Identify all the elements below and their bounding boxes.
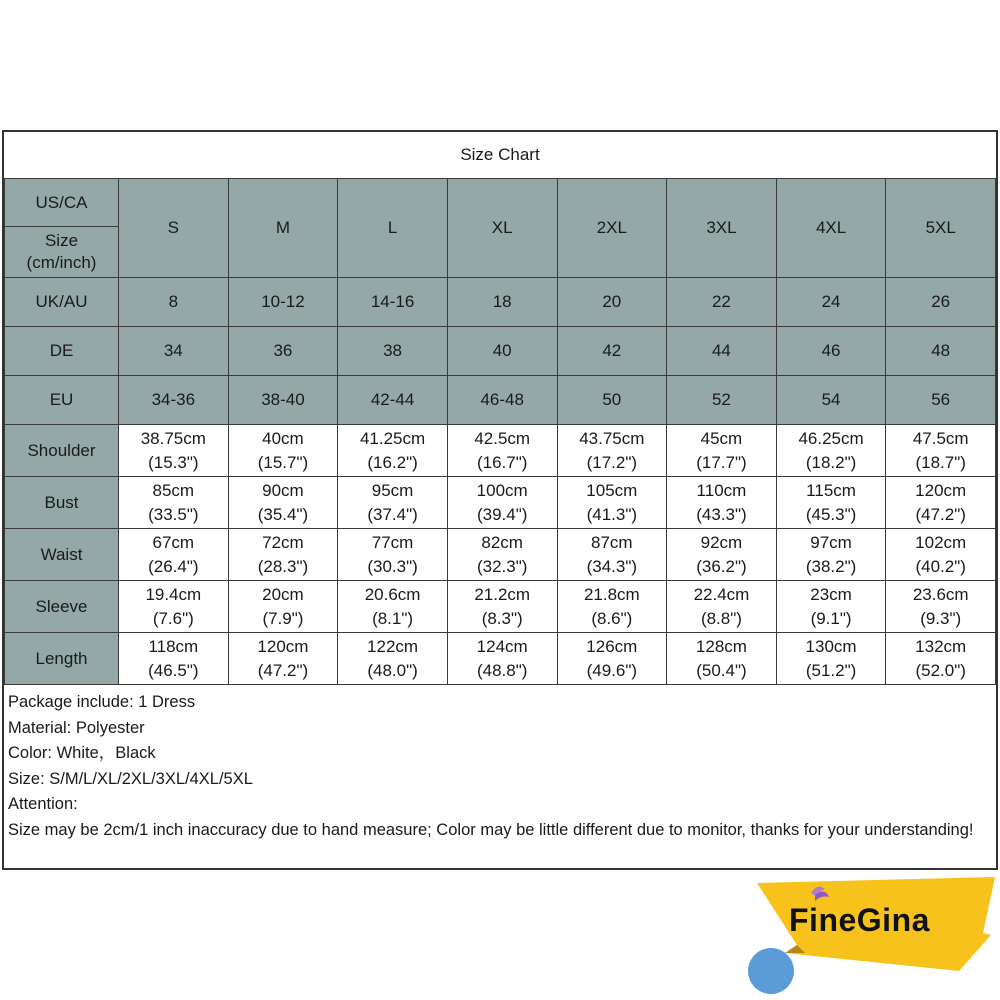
measurement-cell	[557, 633, 667, 685]
cm-value: 105cm	[586, 480, 638, 500]
cm-value: 67cm	[152, 532, 195, 552]
cm-value: 120cm	[915, 480, 967, 500]
inch-value: (52.0")	[915, 660, 966, 680]
row-label: Sleeve	[5, 581, 119, 633]
inch-value: (48.8")	[476, 660, 528, 680]
product-notes	[4, 686, 996, 843]
cm-value: 47.5cm	[912, 428, 969, 448]
conversion-cell: 22	[667, 278, 777, 327]
measurement-cell	[776, 425, 886, 477]
cm-value: 23cm	[810, 584, 852, 604]
cm-value: 40cm	[262, 428, 304, 448]
conversion-row	[5, 327, 996, 376]
inch-value: (35.4")	[257, 504, 309, 524]
cm-value: 122cm	[367, 636, 419, 656]
cm-value: 130cm	[805, 636, 857, 656]
brand-name: FineGina	[789, 902, 930, 938]
cm-value: 20.6cm	[364, 584, 421, 604]
inch-value: (8.6")	[591, 608, 633, 628]
inch-value: (15.7")	[257, 452, 309, 472]
inch-value: (41.3")	[586, 504, 638, 524]
inch-value: (47.2")	[915, 504, 966, 524]
inch-value: (30.3")	[367, 556, 418, 576]
size-header: 4XL	[776, 179, 886, 278]
inch-value: (26.4")	[148, 556, 199, 576]
measurement-cell	[228, 477, 338, 529]
inch-value: (50.4")	[696, 660, 747, 680]
cm-value: 87cm	[591, 532, 633, 552]
conversion-cell: 54	[776, 376, 886, 425]
row-label: UK/AU	[5, 278, 119, 327]
row-label: DE	[5, 327, 119, 376]
inch-value: (18.7")	[915, 452, 966, 472]
conversion-cell: 38-40	[228, 376, 338, 425]
measurement-cell	[228, 633, 338, 685]
inch-value: (16.2")	[367, 452, 418, 472]
measurement-cell	[119, 425, 229, 477]
conversion-cell: 42	[557, 327, 667, 376]
decorative-dot	[748, 948, 794, 994]
measurement-cell	[119, 633, 229, 685]
size-header: M	[228, 179, 338, 278]
inch-value: (9.3")	[920, 608, 962, 628]
cm-value: 45cm	[700, 428, 743, 448]
conversion-cell: 20	[557, 278, 667, 327]
inch-value: (9.1")	[810, 608, 852, 628]
measurement-cell	[667, 633, 777, 685]
inch-value: (40.2")	[915, 556, 966, 576]
size-note: Size: S/M/L/XL/2XL/3XL/4XL/5XL	[8, 769, 253, 788]
measurement-cell	[667, 529, 777, 581]
measurement-cell	[338, 633, 448, 685]
size-header: S	[119, 179, 229, 278]
inch-value: (49.6")	[586, 660, 638, 680]
inch-value: (17.7")	[696, 452, 747, 472]
row-label: Length	[5, 633, 119, 685]
conversion-cell: 44	[667, 327, 777, 376]
header-row	[5, 179, 996, 278]
cm-value: 41.25cm	[359, 428, 426, 448]
inch-value: (46.5")	[148, 660, 199, 680]
measurement-cell	[886, 477, 996, 529]
inch-value: (7.9")	[262, 608, 304, 628]
size-header: 3XL	[667, 179, 777, 278]
conversion-cell: 14-16	[338, 278, 448, 327]
conversion-cell: 26	[886, 278, 996, 327]
brand-logo	[745, 875, 1000, 1000]
measurement-cell	[447, 529, 557, 581]
measurement-row	[5, 477, 996, 529]
measurement-cell	[667, 581, 777, 633]
measurement-row	[5, 425, 996, 477]
conversion-row	[5, 278, 996, 327]
inch-value: (36.2")	[696, 556, 747, 576]
cm-value: 46.25cm	[798, 428, 864, 448]
conversion-cell: 56	[886, 376, 996, 425]
inch-value: (32.3")	[476, 556, 528, 576]
size-header: 5XL	[886, 179, 996, 278]
inch-value: (8.8")	[700, 608, 742, 628]
color-note: Color: White，Black	[8, 744, 156, 762]
measurement-cell	[338, 529, 448, 581]
inch-value: (17.2")	[586, 452, 638, 472]
measurement-cell	[776, 529, 886, 581]
row-label: Waist	[5, 529, 119, 581]
cm-value: 97cm	[810, 532, 852, 552]
cm-value: 100cm	[476, 480, 528, 500]
row-label: Bust	[5, 477, 119, 529]
inch-value: (28.3")	[257, 556, 309, 576]
conversion-cell: 40	[447, 327, 557, 376]
measurement-cell	[119, 477, 229, 529]
package-note: Package include: 1 Dress	[8, 693, 196, 711]
cm-value: 126cm	[586, 636, 638, 656]
inch-value: (34.3")	[586, 556, 638, 576]
conversion-cell: 34	[119, 327, 229, 376]
cm-value: 72cm	[262, 532, 304, 552]
measurement-cell	[338, 425, 448, 477]
measurement-cell	[119, 581, 229, 633]
conversion-cell: 24	[776, 278, 886, 327]
inch-value: (43.3")	[696, 504, 747, 524]
measurement-row	[5, 633, 996, 685]
measurement-cell	[886, 581, 996, 633]
cm-value: 43.75cm	[579, 428, 645, 448]
measurement-cell	[886, 633, 996, 685]
measurement-cell	[557, 425, 667, 477]
inch-value: (18.2")	[805, 452, 857, 472]
inch-value: (47.2")	[257, 660, 309, 680]
conversion-cell: 10-12	[228, 278, 338, 327]
conversion-row	[5, 376, 996, 425]
conversion-cell: 50	[557, 376, 667, 425]
attention-note: Attention:	[8, 795, 78, 813]
cm-value: 124cm	[476, 636, 528, 656]
cm-value: 42.5cm	[474, 428, 531, 448]
conversion-cell: 48	[886, 327, 996, 376]
cm-value: 115cm	[806, 480, 856, 500]
measurement-cell	[776, 477, 886, 529]
measurement-cell	[338, 581, 448, 633]
measurement-cell	[557, 581, 667, 633]
cm-value: 38.75cm	[140, 428, 206, 448]
measurement-cell	[776, 633, 886, 685]
inch-value: (33.5")	[148, 504, 199, 524]
cm-value: 110cm	[696, 480, 747, 500]
measurement-cell	[228, 529, 338, 581]
header-label-cell	[5, 179, 119, 278]
material-note: Material: Polyester	[8, 718, 145, 737]
measurement-cell	[776, 581, 886, 633]
measurement-cell	[447, 425, 557, 477]
measurement-cell	[447, 581, 557, 633]
conversion-cell: 52	[667, 376, 777, 425]
cm-value: 22.4cm	[693, 584, 750, 604]
cm-value: 77cm	[371, 532, 414, 552]
inch-value: (16.7")	[476, 452, 528, 472]
row-label: EU	[5, 376, 119, 425]
us-ca-label: US/CA	[5, 179, 118, 227]
conversion-cell: 46	[776, 327, 886, 376]
inch-value: (39.4")	[476, 504, 528, 524]
inch-value: (48.0")	[367, 660, 418, 680]
conversion-cell: 42-44	[338, 376, 448, 425]
cm-value: 21.8cm	[583, 584, 640, 604]
measurement-cell	[886, 529, 996, 581]
measurement-cell	[338, 477, 448, 529]
size-header: 2XL	[557, 179, 667, 278]
cm-value: 95cm	[371, 480, 414, 500]
conversion-cell: 18	[447, 278, 557, 327]
cm-value: 20cm	[262, 584, 304, 604]
inch-value: (51.2")	[805, 660, 857, 680]
size-table	[4, 178, 996, 685]
cm-value: 118cm	[148, 636, 199, 656]
conversion-cell: 8	[119, 278, 229, 327]
cm-value: 82cm	[481, 532, 523, 552]
conversion-cell: 34-36	[119, 376, 229, 425]
measurement-cell	[886, 425, 996, 477]
inch-value: (7.6")	[152, 608, 194, 628]
cm-value: 128cm	[695, 636, 747, 656]
cm-value: 90cm	[262, 480, 304, 500]
cm-value: 21.2cm	[474, 584, 531, 604]
measurement-cell	[228, 581, 338, 633]
cm-value: 85cm	[152, 480, 195, 500]
conversion-cell: 46-48	[447, 376, 557, 425]
measurement-cell	[447, 477, 557, 529]
row-label: Shoulder	[5, 425, 119, 477]
cm-value: 92cm	[700, 532, 743, 552]
inch-value: (15.3")	[148, 452, 199, 472]
measurement-row	[5, 581, 996, 633]
cm-value: 132cm	[915, 636, 967, 656]
measurement-cell	[119, 529, 229, 581]
size-header: XL	[447, 179, 557, 278]
measurement-cell	[228, 425, 338, 477]
inch-value: (8.1")	[372, 608, 414, 628]
size-unit-label	[5, 227, 118, 277]
cm-value: 102cm	[915, 532, 967, 552]
measurement-cell	[447, 633, 557, 685]
inch-value: (37.4")	[367, 504, 418, 524]
inch-value: (8.3")	[481, 608, 523, 628]
measurement-cell	[667, 477, 777, 529]
measurement-cell	[667, 425, 777, 477]
measurement-row	[5, 529, 996, 581]
cm-value: 120cm	[257, 636, 309, 656]
disclaimer-note: Size may be 2cm/1 inch inaccuracy due to hand measure; Color may be little different due to monitor, thanks for your understanding!	[8, 820, 974, 839]
cm-value: 23.6cm	[912, 584, 969, 604]
size-chart	[2, 130, 998, 870]
conversion-cell: 38	[338, 327, 448, 376]
measurement-cell	[557, 529, 667, 581]
inch-value: (38.2")	[805, 556, 857, 576]
measurement-cell	[557, 477, 667, 529]
conversion-cell: 36	[228, 327, 338, 376]
cm-value: 19.4cm	[145, 584, 202, 604]
size-header: L	[338, 179, 448, 278]
size-label-line1: Size	[44, 231, 79, 250]
chart-title: Size Chart	[4, 132, 996, 180]
size-label-line2: (cm/inch)	[26, 253, 97, 272]
inch-value: (45.3")	[805, 504, 857, 524]
